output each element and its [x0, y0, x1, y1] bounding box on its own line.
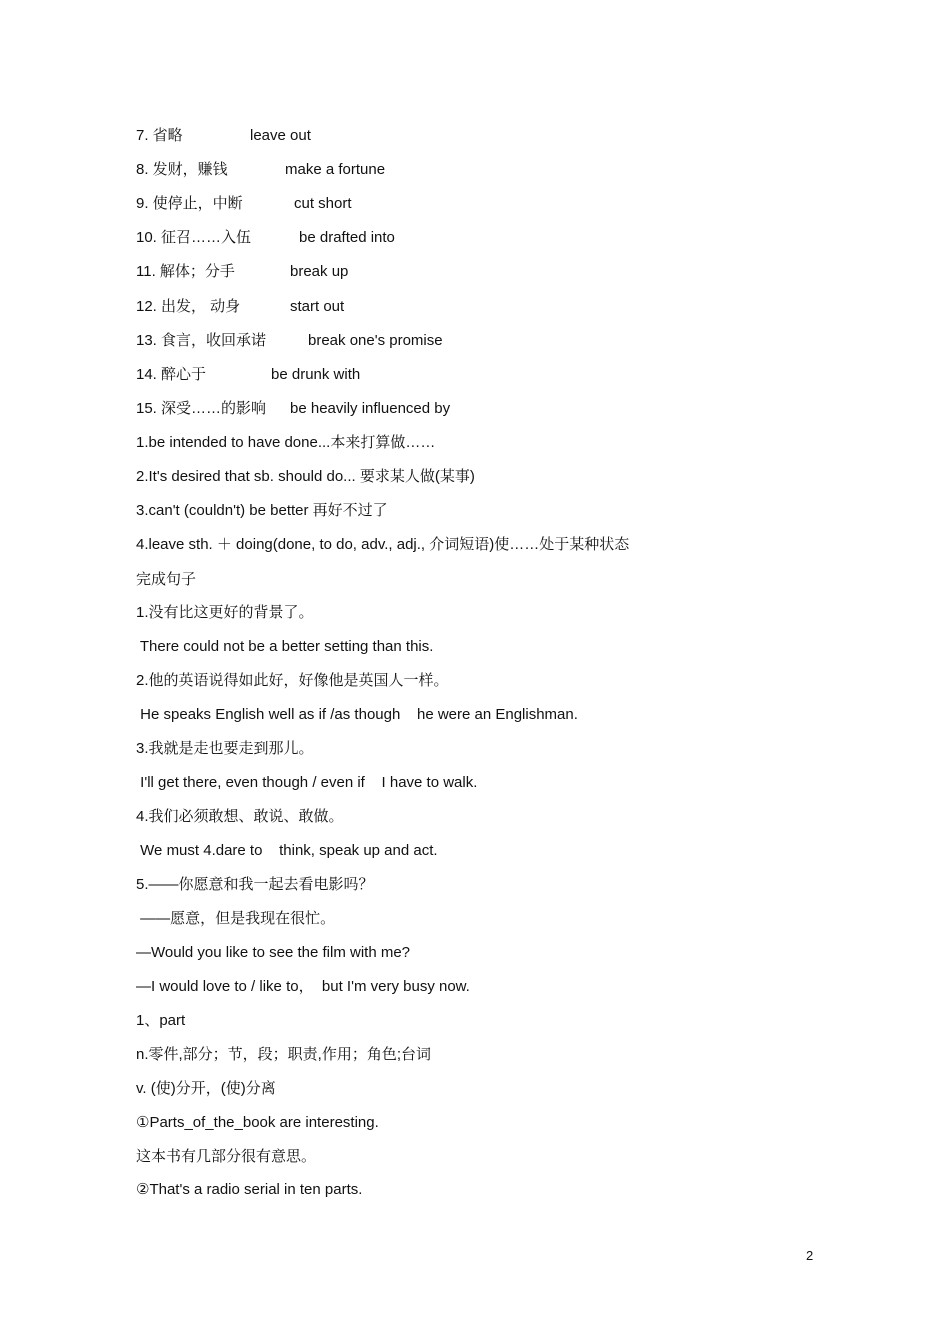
word-noun-meaning: n.零件,部分；节，段；职责,作用；角色;台词	[136, 1046, 432, 1063]
sentence-english: There could not be a better setting than this.	[136, 638, 434, 655]
phrase-chinese: 7. 省略	[136, 127, 183, 144]
phrase-item	[136, 399, 451, 419]
phrase-chinese: 14. 醉心于	[136, 366, 207, 383]
sentence-chinese: 2.他的英语说得如此好，好像他是英国人一样。	[136, 672, 449, 689]
phrase-english: cut short	[294, 195, 352, 212]
section-title: 完成句子	[136, 571, 197, 588]
phrase-item	[136, 126, 311, 146]
phrase-chinese: 10. 征召……入伍	[136, 229, 252, 246]
phrase-chinese: 12. 出发， 动身	[136, 298, 241, 315]
dialogue-answer-english: —I would love to / like to， but I'm very busy now.	[136, 978, 470, 995]
phrase-item	[136, 194, 352, 214]
phrase-chinese: 9. 使停止，中断	[136, 195, 243, 212]
phrase-item	[136, 331, 443, 351]
phrase-english: break one's promise	[308, 332, 443, 349]
phrase-english: leave out	[250, 127, 311, 144]
example-sentence: ②That's a radio serial in ten parts.	[136, 1181, 363, 1198]
phrase-item	[136, 262, 349, 282]
dialogue-answer-chinese: ——愿意，但是我现在很忙。	[136, 910, 336, 927]
word-verb-meaning: v. (使)分开，(使)分离	[136, 1080, 276, 1097]
pattern-item: 1.be intended to have done...本来打算做……	[136, 434, 436, 451]
sentence-chinese: 1.没有比这更好的背景了。	[136, 604, 314, 621]
phrase-item	[136, 160, 386, 180]
phrase-chinese: 13. 食言，收回承诺	[136, 332, 267, 349]
phrase-chinese: 11. 解体；分手	[136, 263, 235, 280]
phrase-item	[136, 228, 395, 248]
dialogue-question-chinese: 5.——你愿意和我一起去看电影吗？	[136, 876, 374, 893]
phrase-english: be drafted into	[299, 229, 395, 246]
phrase-chinese: 15. 深受……的影响	[136, 400, 267, 417]
example-sentence: ①Parts_of_the_book are interesting.	[136, 1114, 379, 1131]
sentence-english: We must 4.dare to think, speak up and act.	[136, 842, 438, 859]
pattern-item: 3.can't (couldn't) be better 再好不过了	[136, 502, 388, 519]
pattern-item: 4.leave sth. ＋ doing(done, to do, adv., adj., 介词短语)使……处于某种状态	[136, 536, 630, 553]
example-translation: 这本书有几部分很有意思。	[136, 1148, 317, 1165]
dialogue-question-english: —Would you like to see the film with me?	[136, 944, 411, 961]
word-heading: 1、part	[136, 1012, 186, 1029]
sentence-english: I'll get there, even though / even if I have to walk.	[136, 774, 478, 791]
phrase-chinese: 8. 发财，赚钱	[136, 161, 228, 178]
sentence-english: He speaks English well as if /as though he were an Englishman.	[136, 706, 578, 723]
phrase-english: be drunk with	[271, 366, 361, 383]
sentence-chinese: 3.我就是走也要走到那儿。	[136, 740, 314, 757]
phrase-item	[136, 297, 345, 317]
phrase-english: break up	[290, 263, 349, 280]
sentence-chinese: 4.我们必须敢想、敢说、敢做。	[136, 808, 344, 825]
phrase-english: be heavily influenced by	[290, 400, 451, 417]
pattern-item: 2.It's desired that sb. should do... 要求某人做(某事)	[136, 468, 475, 485]
phrase-item	[136, 365, 361, 385]
phrase-english: make a fortune	[285, 161, 386, 178]
phrase-english: start out	[290, 298, 345, 315]
page-number: 2	[806, 1248, 814, 1263]
